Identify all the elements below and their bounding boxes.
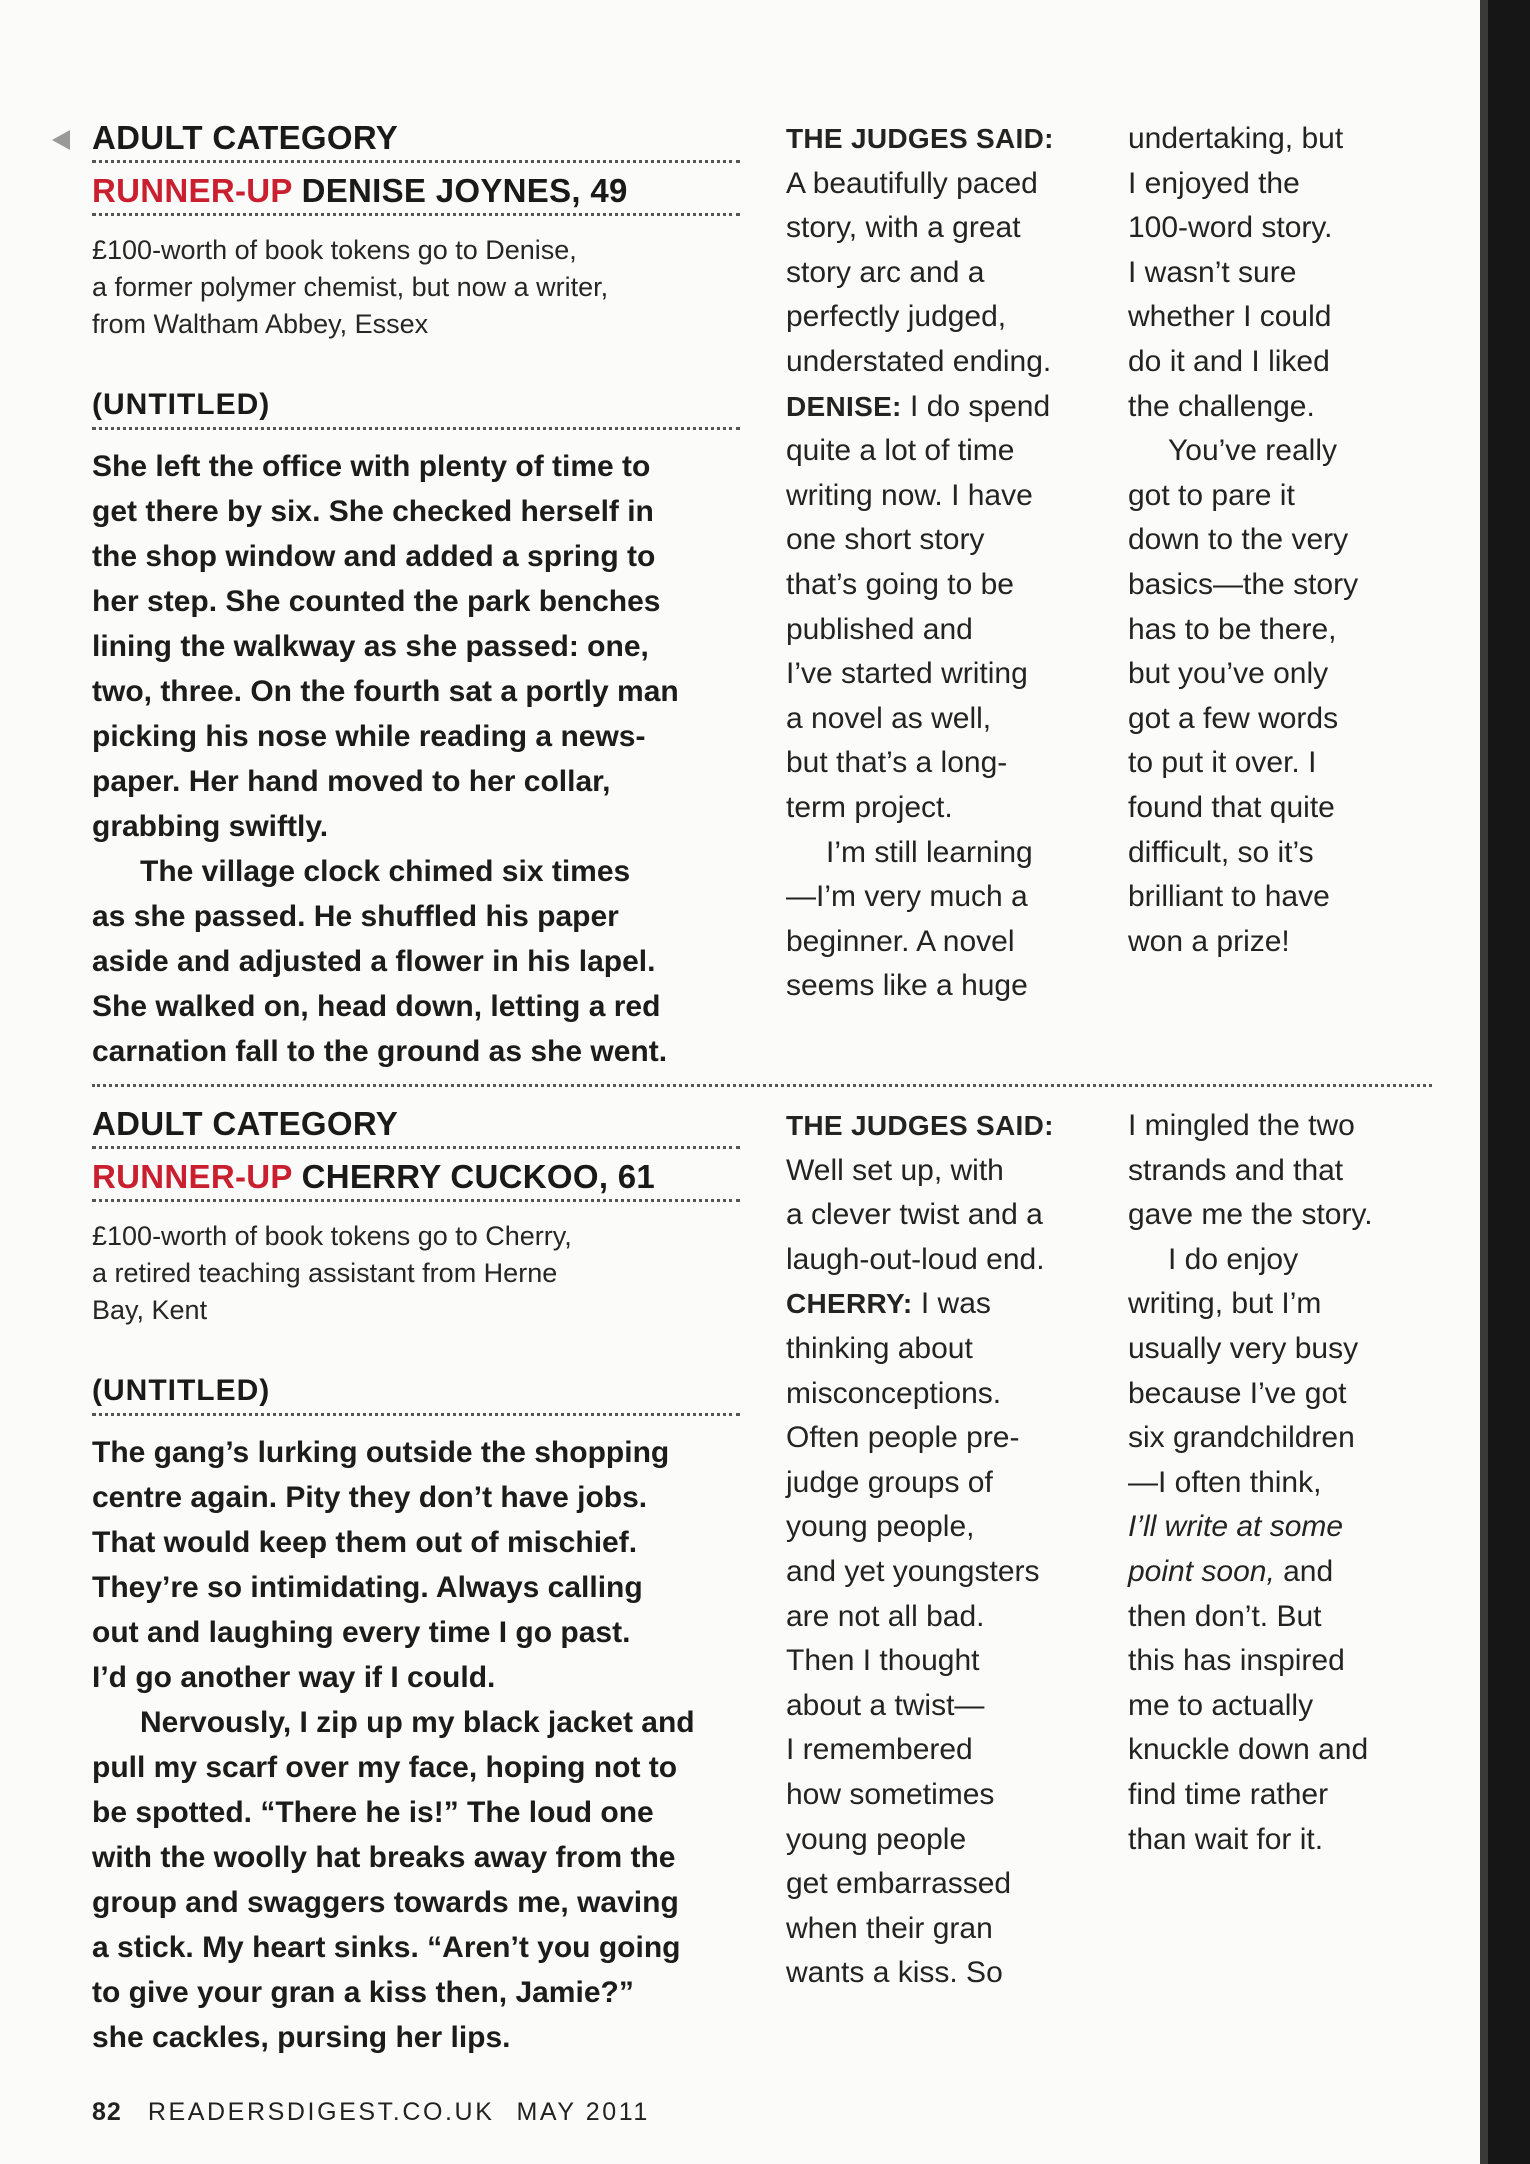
runner-up-heading: [92, 171, 740, 216]
entry-header-2: [92, 1104, 740, 2060]
interview-column-1: undertaking, but I enjoyed the 100-word story. I wasn’t sure whether I could do it and I liked the challenge. You’ve really got to pare it down to the very basics—the story has to be there, but you’ve only got a few words to put it over. I found that quite difficult, so it’s brilliant to have won a prize!: [1128, 122, 1359, 958]
issue-date: MAY 2011: [516, 2098, 650, 2126]
story-text: [92, 444, 740, 1074]
prize-description: £100-worth of book tokens go to Cherry, a retired teaching assistant from Herne Bay, Kent: [92, 1221, 572, 1325]
author-label: DENISE:: [786, 390, 902, 422]
story-title: (UNTITLED): [92, 385, 740, 430]
entry-header-1: [92, 118, 740, 1074]
story-text: [92, 1430, 740, 2060]
runner-up-label: RUNNER-UP: [92, 172, 293, 209]
page-footer: [92, 2098, 650, 2127]
judges-label: THE JUDGES SAID:: [786, 123, 1054, 154]
prize-description: £100-worth of book tokens go to Denise, a former polymer chemist, but now a writer, from Waltham Abbey, Essex: [92, 235, 609, 339]
story-paragraph: Nervously, I zip up my black jacket and pull my scarf over my face, hoping not to be spotted. “There he is!” The loud one with the woolly hat breaks away from the group and swaggers towards me, waving a stick. My heart sinks. “Aren’t you going to give your gran a kiss then, Jamie?” she cackles, pursing her lips.: [92, 1706, 695, 2054]
runner-up-label: RUNNER-UP: [92, 1158, 293, 1195]
story-paragraph: The gang’s lurking outside the shopping centre again. Pity they don’t have jobs. That would keep them out of mischief. They’re so intimidating. Always calling out and laughing every time I go past. I’d go another way if I could.: [92, 1436, 670, 1694]
story-paragraph: The village clock chimed six times as she passed. He shuffled his paper aside and adjusted a flower in his lapel. She walked on, head down, letting a red carnation fall to the ground as she went.: [92, 855, 668, 1068]
winner-name: DENISE JOYNES, 49: [301, 172, 628, 209]
judges-label: THE JUDGES SAID:: [786, 1110, 1054, 1141]
category-heading: ADULT CATEGORY: [92, 118, 740, 163]
interview-column-2: I mingled the two strands and that gave me the story. I do enjoy writing, but I’m usually very busy because I’ve got six grandchildren —I often think, I’ll write at some point soon, and then don’t. But this has inspired me to actually knuckle down and find time rather than wait for it.: [1128, 1109, 1373, 1856]
runner-up-heading: [92, 1157, 740, 1202]
judges-column-1: THE JUDGES SAID: A beautifully paced story, with a great story arc and a perfectly judged, understated ending. DENISE: I do spend quite a lot of time writing now. I have one short story that’s going to be published and I’ve started writing a novel as well, but that’s a long- term project. I’m still learning —I’m very much a beginner. A novel seems like a huge: [786, 123, 1054, 1003]
section-divider: [92, 1084, 1432, 1087]
author-label: CHERRY:: [786, 1288, 913, 1320]
judges-column-2: THE JUDGES SAID: Well set up, with a clever twist and a laugh-out-loud end. CHERRY: I was thinking about misconceptions. Often people pre- judge groups of young people, and yet youngsters are not all bad. Then I thought about a twist— I remembered how sometimes young people get embarrassed when their gran wants a kiss. So: [786, 1110, 1054, 1990]
winner-name: CHERRY CUCKOO, 61: [301, 1158, 656, 1195]
back-arrow-icon: [52, 130, 70, 150]
page-number: 82: [92, 2098, 122, 2126]
category-heading: ADULT CATEGORY: [92, 1104, 740, 1149]
story-title: (UNTITLED): [92, 1371, 740, 1416]
page-binding-edge: [1480, 0, 1530, 2164]
site-url: READERSDIGEST.CO.UK: [147, 2098, 495, 2126]
story-paragraph: She left the office with plenty of time to get there by six. She checked herself in the shop window and added a spring to her step. She counted the park benches lining the walkway as she passed: one, two, three. On the fourth sat a portly man picking his nose while reading a news- paper. Her hand moved to her collar, grabbing swiftly.: [92, 450, 679, 843]
